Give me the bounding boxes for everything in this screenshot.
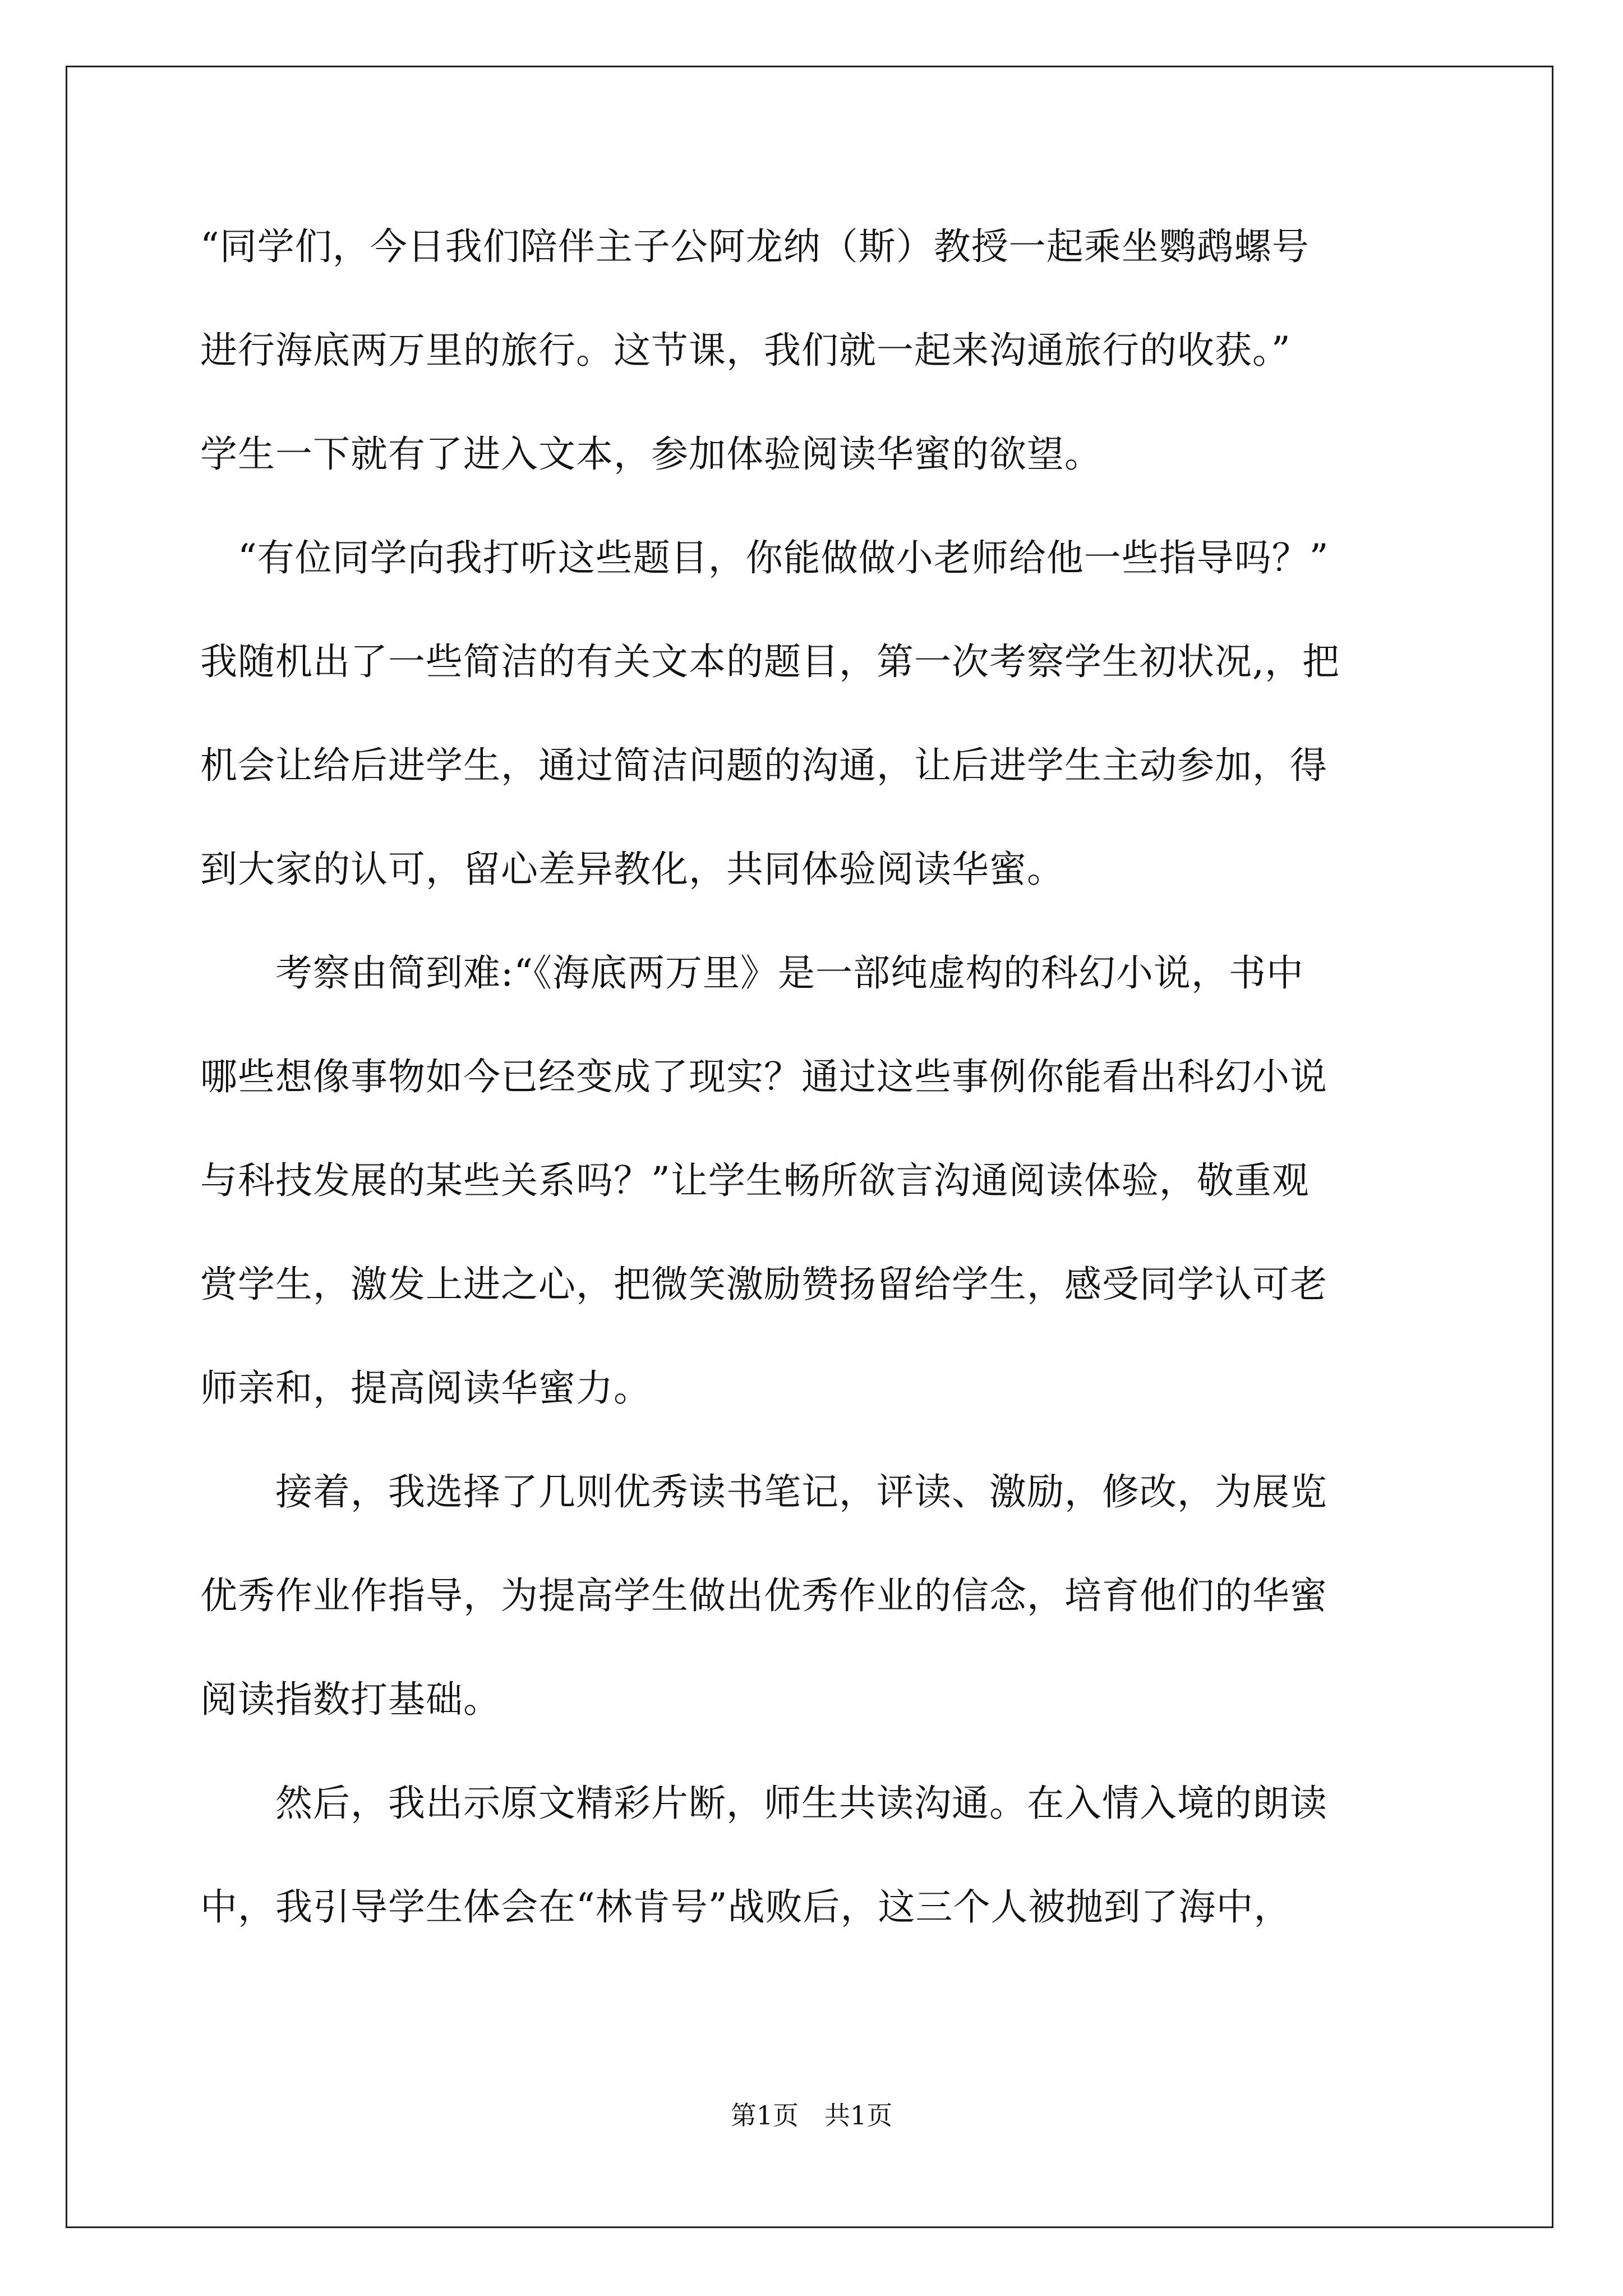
body-line-14: 优秀作业作指导，为提高学生做出优秀作业的信念，培育他们的华蜜 <box>200 1574 1327 1617</box>
body-line-9: 哪些想像事物如今已经变成了现实？通过这些事例你能看出科幻小说 <box>200 1055 1327 1098</box>
body-line-10: 与科技发展的某些关系吗？”让学生畅所欲言沟通阅读体验，敬重观 <box>200 1159 1310 1202</box>
body-line-2: 进行海底两万里的旅行。这节课，我们就一起来沟通旅行的收获。” <box>200 329 1291 372</box>
body-line-12: 师亲和，提高阅读华蜜力。 <box>200 1366 651 1410</box>
body-line-8: 考察由简到难:“《海底两万里》是一部纯虚构的科幻小说，书中 <box>200 951 1304 995</box>
page-number-footer: 第1页 共1页 <box>730 2100 893 2131</box>
body-line-4: “有位同学向我打听这些题目，你能做做小老师给他一些指导吗？” <box>200 536 1329 579</box>
body-line-15: 阅读指数打基础。 <box>200 1678 501 1721</box>
body-line-5: 我随机出了一些简洁的有关文本的题目，第一次考察学生初状况,，把 <box>200 640 1340 683</box>
body-line-11: 赏学生，激发上进之心，把微笑激励赞扬留给学生，感受同学认可老 <box>200 1263 1327 1306</box>
body-line-7: 到大家的认可，留心差异教化，共同体验阅读华蜜。 <box>200 848 1064 891</box>
body-line-6: 机会让给后进学生，通过简洁问题的沟通，让后进学生主动参加，得 <box>200 744 1327 787</box>
body-line-1: “同学们，今日我们陪伴主子公阿龙纳（斯）教授一起乘坐鹦鹉螺号 <box>200 225 1310 268</box>
body-line-3: 学生一下就有了进入文本，参加体验阅读华蜜的欲望。 <box>200 432 1102 476</box>
body-line-16: 然后，我出示原文精彩片断，师生共读沟通。在入情入境的朗读 <box>200 1782 1327 1825</box>
body-line-17: 中，我引导学生体会在“林肯号”战败后，这三个人被抛到了海中， <box>200 1885 1292 1929</box>
body-line-13: 接着，我选择了几则优秀读书笔记，评读、激励，修改，为展览 <box>200 1470 1327 1513</box>
